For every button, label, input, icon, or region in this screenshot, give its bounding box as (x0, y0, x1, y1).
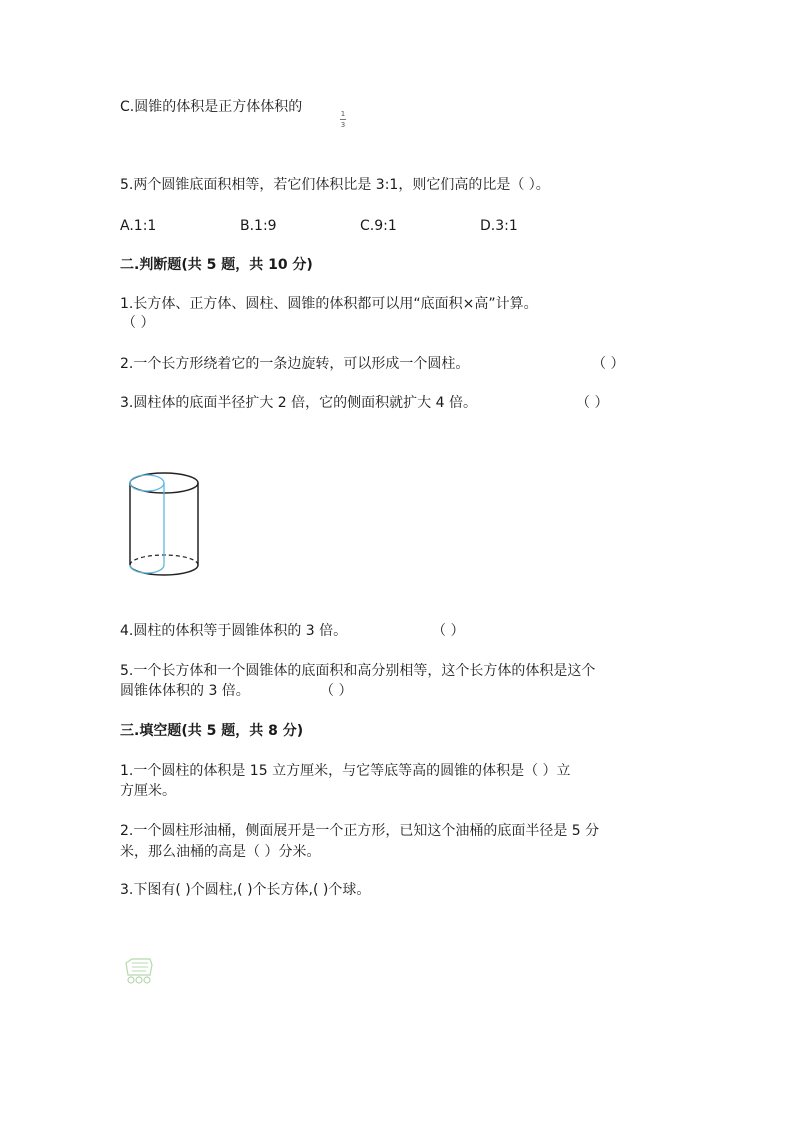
s2-q1-line1: 1.长方体、正方体、圆柱、圆锥的体积都可以用“底面积×高”计算。 (120, 296, 538, 312)
radius-top-arc (130, 475, 164, 491)
s2-q3: 3.圆柱体的底面半径扩大 2 倍，它的侧面积就扩大 4 倍。 (120, 395, 477, 411)
s2-q4: 4.圆柱的体积等于圆锥体积的 3 倍。 (120, 623, 348, 639)
s3-q1-line1: 1.一个圆柱的体积是 15 立方厘米，与它等底等高的圆锥的体积是（ ）立 (120, 763, 571, 779)
s2-q3-paren: （ ） (576, 395, 609, 411)
s2-q2: 2.一个长方形绕着它的一条边旋转，可以形成一个圆柱。 (120, 356, 470, 372)
radius-bottom-arc (130, 565, 164, 573)
s3-q3: 3.下图有( )个圆柱,( )个长方体,( )个球。 (120, 882, 371, 898)
s2-q4-paren: （ ） (432, 623, 465, 639)
option-c-text: C.圆锥的体积是正方体体积的 (120, 99, 303, 115)
fraction-bar (340, 119, 346, 120)
toy-train-figure (122, 955, 156, 987)
s2-q2-paren: （ ） (592, 356, 625, 372)
s3-q1-line2: 方厘米。 (120, 783, 176, 799)
fraction-denominator: 3 (340, 121, 346, 129)
section-2-title: 二.判断题(共 5 题，共 10 分) (120, 257, 313, 273)
s2-q5-paren: （ ） (320, 683, 353, 699)
s3-q2-line2: 米，那么油桶的高是（ ）分米。 (120, 844, 321, 860)
section-3-title: 三.填空题(共 5 题，共 8 分) (120, 723, 304, 739)
cylinder-figure (124, 468, 206, 580)
s3-q2-line1: 2.一个圆柱形油桶，侧面展开是一个正方形，已知这个油桶的底面半径是 5 分 (120, 823, 600, 839)
option-d: D.3:1 (480, 218, 518, 234)
s2-q5-line1: 5.一个长方体和一个圆锥体的底面积和高分别相等，这个长方体的体积是这个 (120, 663, 596, 679)
option-a: A.1:1 (120, 218, 157, 234)
fraction-numerator: 1 (340, 110, 346, 118)
option-c: C.9:1 (360, 218, 397, 234)
option-b: B.1:9 (240, 218, 277, 234)
s2-q5-line2: 圆锥体体积的 3 倍。 (120, 683, 250, 699)
fraction-one-third (340, 110, 346, 129)
q5-choice-stem: 5.两个圆锥底面积相等，若它们体积比是 3:1，则它们高的比是（ ）。 (120, 177, 550, 193)
s2-q1-paren: （ ） (122, 315, 155, 331)
